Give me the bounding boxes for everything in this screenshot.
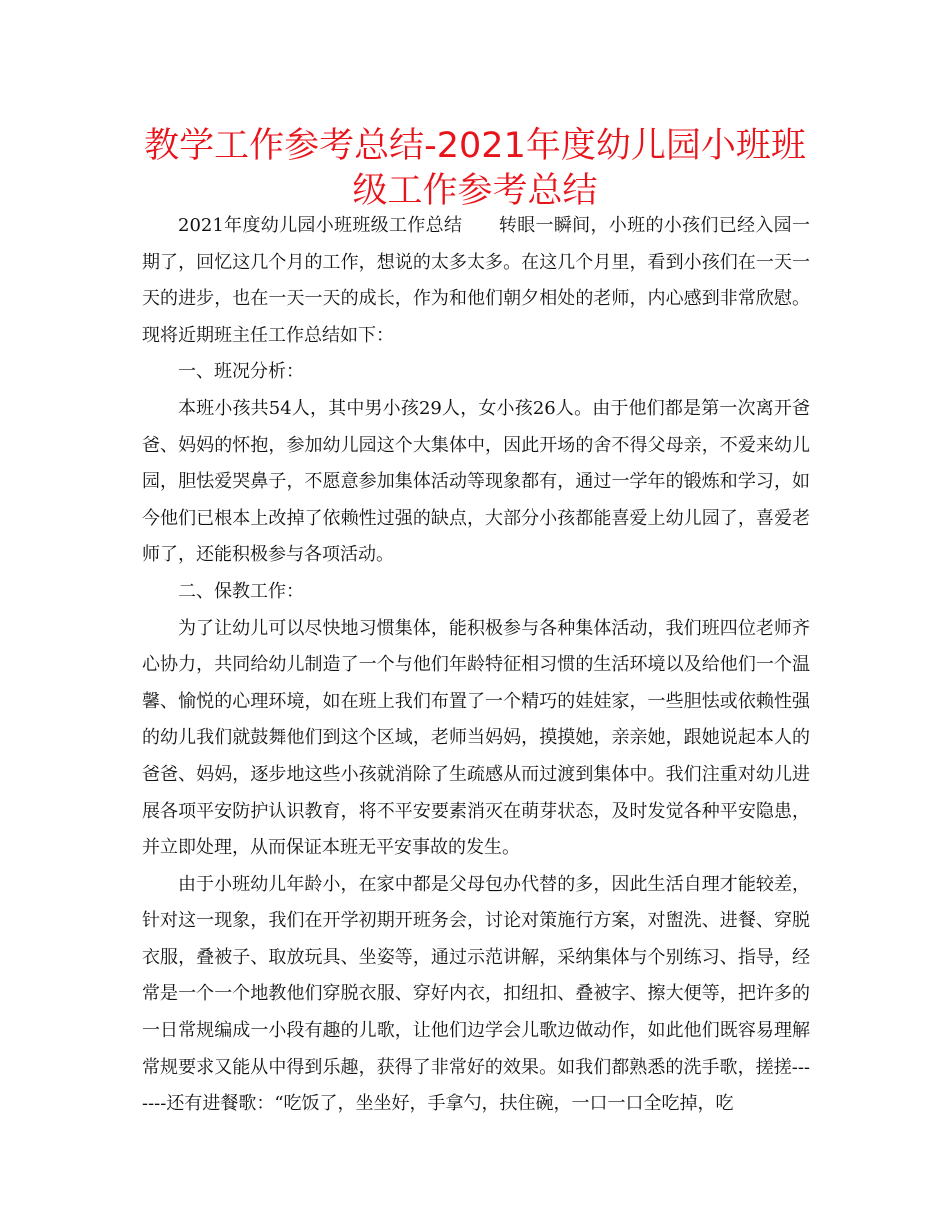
paragraph-class-analysis: 本班小孩共54人，其中男小孩29人，女小孩26人。由于他们都是第一次离开爸爸、妈妈的怀抱，参加幼儿园这个大集体中，因此开场的舍不得父母亲，不爱来幼儿园，胆怯爱哭鼻子，不愿意参加集体活动等现象都有，通过一学年的锻炼和学习，如今他们已根本上改掉了依赖性过强的缺点，大部分小孩都能喜爱上幼儿园了，喜爱老师了，还能积极参与各项活动。: [142, 397, 810, 566]
section-heading-care-education: 二、保教工作：: [178, 580, 304, 602]
document-body: [142, 208, 810, 1123]
document-title: 教学工作参考总结-2021年度幼儿园小班班级工作参考总结: [144, 126, 806, 211]
section-heading-class-analysis: 一、班况分析：: [178, 361, 304, 383]
paragraph-intro: 2021年度幼儿园小班班级工作总结 转眼一瞬间，小班的小孩们已经入园一期了，回忆这几个月的工作，想说的太多太多。在这几个月里，看到小孩们在一天一天的进步，也在一天一天的成长，作为和他们朝夕相处的老师，内心感到非常欣慰。现将近期班主任工作总结如下：: [142, 215, 810, 346]
paragraph-self-care: 由于小班幼儿年龄小，在家中都是父母包办代替的多，因此生活自理才能较差，针对这一现象，我们在开学初期开班务会，讨论对策施行方案，对盥洗、进餐、穿脱衣服，叠被子、取放玩具、坐姿等，通过示范讲解，采纳集体与个别练习、指导，经常是一个一个地教他们穿脱衣服、穿好内衣，扣纽扣、叠被字、擦大便等，把许多的一日常规编成一小段有趣的儿歌，让他们边学会儿歌边做动作，如此他们既容易理解常规要求又能从中得到乐趣，获得了非常好的效果。如我们都熟悉的洗手歌，搓搓-------还有进餐歌：“吃饭了，坐坐好，手拿勺，扶住碗，一口一口全吃掉，吃: [142, 873, 810, 1115]
paragraph-care-education: 为了让幼儿可以尽快地习惯集体，能积极参与各种集体活动，我们班四位老师齐心协力，共同给幼儿制造了一个与他们年龄特征相习惯的生活环境以及给他们一个温馨、愉悦的心理环境，如在班上我们布置了一个精巧的娃娃家，一些胆怯或依赖性强的幼儿我们就鼓舞他们到这个区域，老师当妈妈，摸摸她，亲亲她，跟她说起本人的爸爸、妈妈，逐步地这些小孩就消除了生疏感从而过渡到集体中。我们注重对幼儿进展各项平安防护认识教育，将不平安要素消灭在萌芽状态，及时发觉各种平安隐患，并立即处理，从而保证本班无平安事故的发生。: [142, 617, 810, 859]
